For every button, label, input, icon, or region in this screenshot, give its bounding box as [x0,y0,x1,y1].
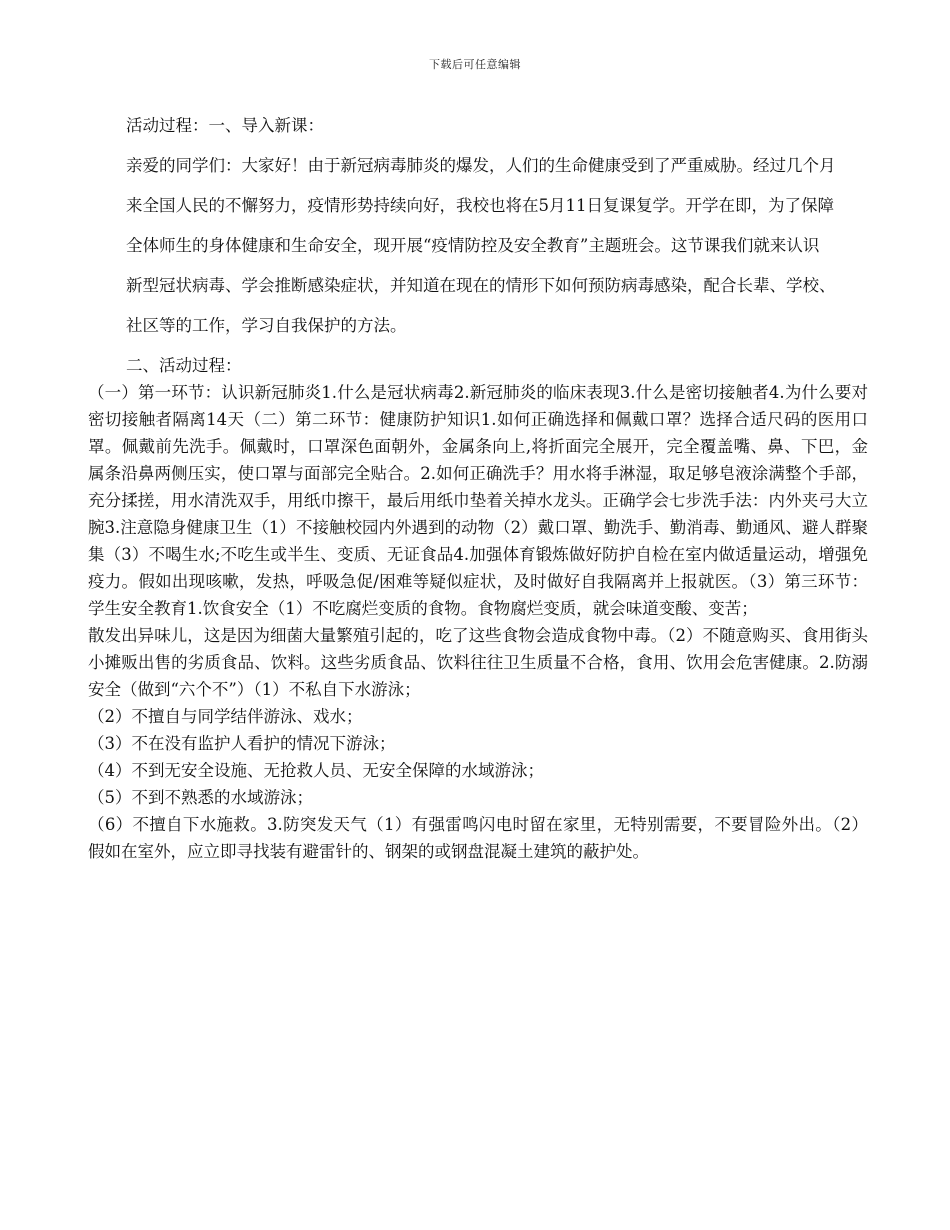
intro-paragraph: 全体师生的身体健康和生命安全，现开展“疫情防控及安全教育”主题班会。这节课我们就来认识 [126,236,820,255]
intro-paragraph: 亲爱的同学们：大家好！由于新冠病毒肺炎的爆发，人们的生命健康受到了严重威胁。经过几个月 [126,156,836,175]
list-item: （5）不到不熟悉的水域游泳； [88,788,313,807]
list-item: （3）不在没有监护人看护的情况下游泳； [88,734,396,753]
intro-paragraph: 来全国人民的不懈努力，疫情形势持续向好，我校也将在5月11日复课复学。开学在即，为了保障 [126,196,834,215]
body-block-2: 散发出异味儿，这是因为细菌大量繁殖引起的，吃了这些食物会造成食物中毒。（2）不随意购买、食用街头小摊贩出售的劣质食品、饮料。这些劣质食品、饮料往往卫生质量不合格，食用、饮用会危害健康。2.防溺安全（做到“六个不”）（1）不私自下水游泳； [88,626,868,699]
document-body [88,112,868,865]
intro-paragraph: 社区等的工作，学习自我保护的方法。 [126,316,407,335]
section-heading: 二、活动过程： [126,356,242,375]
body-block-3: （6）不擅自下水施救。3.防突发天气（1）有强雷鸣闪电时留在家里，无特别需要，不要冒险外出。（2）假如在室外，应立即寻找装有避雷针的、钢架的或钢盘混凝土建筑的蔽护处。 [88,815,868,861]
list-item: （4）不到无安全设施、无抢救人员、无安全保障的水域游泳； [88,761,544,780]
body-block-1: （一）第一环节：认识新冠肺炎1.什么是冠状病毒2.新冠肺炎的临床表现3.什么是密切接触者4.为什么要对密切接触者隔离14天（二）第二环节：健康防护知识1.如何正确选择和佩戴口罩？选择合适尺码的医用口罩。佩戴前先洗手。佩戴时，口罩深色面朝外，金属条向上,将折面完全展开，完全覆盖嘴、鼻、下巴，金属条沿鼻两侧压实，使口罩与面部完全贴合。2.如何正确洗手？用水将手淋湿，取足够皂液涂满整个手部，充分揉搓，用水清洗双手，用纸巾擦干，最后用纸巾垫着关掉水龙头。正确学会七步洗手法：内外夹弓大立腕3.注意隐身健康卫生（1）不接触校园内外遇到的动物（2）戴口罩、勤洗手、勤消毒、勤通风、避人群聚集（3）不喝生水;不吃生或半生、变质、无证食品4.加强体育锻炼做好防护自检在室内做适量运动，增强免疫力。假如出现咳嗽，发热，呼吸急促/困难等疑似症状，及时做好自我隔离并上报就医。（3）第三环节：学生安全教育1.饮食安全（1）不吃腐烂变质的食物。食物腐烂变质，就会味道变酸、变苦； [88,383,868,618]
header-note: 下载后可任意编辑 [429,58,521,71]
intro-paragraph: 活动过程：一、导入新课： [126,116,324,135]
list-item: （2）不擅自与同学结伴游泳、戏水； [88,707,363,726]
intro-paragraph: 新型冠状病毒、学会推断感染症状，并知道在现在的情形下如何预防病毒感染，配合长辈、学校、 [126,276,836,295]
